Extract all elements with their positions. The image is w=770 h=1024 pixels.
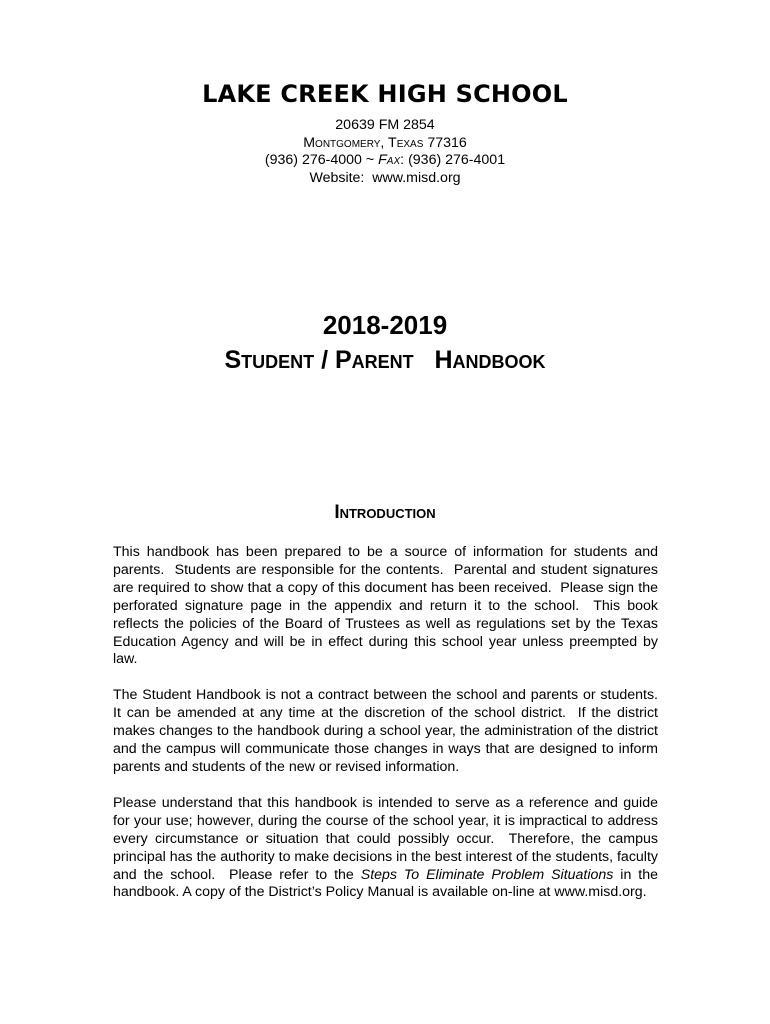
fax-number: (936) 276-4001 (408, 152, 506, 168)
introduction-heading: Introduction (334, 502, 436, 523)
school-name-initial: H (377, 80, 398, 108)
introduction-paragraph-3 (113, 794, 662, 902)
handbook-title: Student / Parent Handbook (224, 346, 546, 374)
school-year: 2018-2019 (322, 310, 448, 340)
paragraph-3-start: Please understand that this handbook is intended to serve as a reference and guide for your use; however, during the course of the school year, it is impractical to address every circumstance or situation that could possibly occur. Therefore, the campus principal has the authority to make decisions in the best interest of the students, faculty and the school. Please refer to the (113, 794, 662, 883)
school-name (0, 79, 770, 109)
school-name-initial: C (280, 80, 299, 108)
introduction-body (113, 544, 666, 920)
website-line: Website: www.misd.org (309, 169, 461, 186)
fax-label: Fax (378, 152, 401, 168)
separator: ~ (365, 152, 375, 168)
fax-colon: : (400, 152, 405, 168)
school-name-rest: CHOOL (473, 80, 568, 108)
steps-reference: Steps To Eliminate Problem Situations (360, 866, 614, 883)
street-address: 20639 FM 2854 (335, 117, 435, 133)
phone-number: (936) 276-4000 (264, 152, 362, 168)
city-state-zip: Montgomery, Texas 77316 (303, 134, 467, 151)
introduction-paragraph-1: This handbook has been prepared to be a source of information for students and parents. Students are responsible for the contents. Parental and student signatures are required to show that a copy of this document has been received. Please sign the perforated signature page in the appendix and return it to the school. This book reflects the policies of the Board of Trustees as well as regulations set by the Texas Education Agency and will be in effect during this school year unless preempted by law. (113, 544, 662, 668)
paragraph-3-end: in the handbook. A copy of the District’s Policy Manual is available on-line at www.misd.org. (113, 866, 662, 901)
introduction-paragraph-2: The Student Handbook is not a contract between the school and parents or students. It can be amended at any time at the discretion of the school district. If the district makes changes to the handbook during a school year, the administration of the district and the campus will communicate those changes in ways that are designed to inform parents and students of the new or revised information. (113, 687, 666, 775)
address-block (0, 117, 770, 187)
school-name-initial: S (455, 80, 474, 108)
school-name-rest: REEK (298, 80, 378, 108)
school-name-rest: IGH (397, 80, 456, 108)
school-name-rest: AKE (217, 80, 281, 108)
phone-fax-line (0, 152, 770, 170)
school-name-initial: L (202, 80, 218, 108)
